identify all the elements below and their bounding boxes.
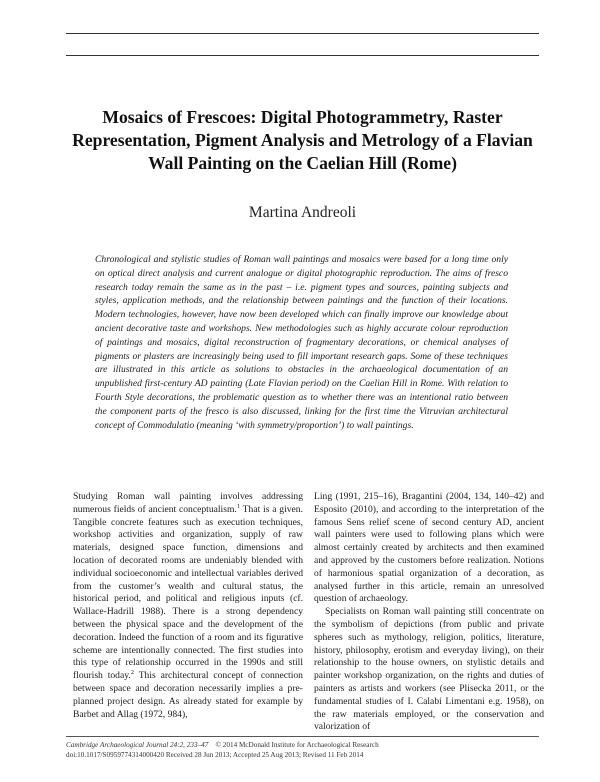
doi-line: doi:10.1017/S0959774314000420 Received 28 Jun 2013; Accepted 25 Aug 2013; Revised 11 Feb 2014 [66, 751, 364, 759]
footer [66, 740, 546, 760]
header-rule-bottom [66, 55, 539, 56]
article-title: Mosaics of Frescoes: Digital Photogrammetry, Raster Representation, Pigment Analysis and Metrology of a Flavian Wall Painting on the Caelian Hill (Rome) [72, 107, 533, 173]
copyright: © 2014 McDonald Institute for Archaeological Research [215, 741, 379, 749]
header-rule-top [66, 33, 539, 34]
body-paragraph: Ling (1991, 215–16), Bragantini (2004, 134, 140–42) and Esposito (2010), and according to the interpretation of the famous Sens relief scene of second century AD, ancient wall painters were used to following plans which were almost certainly created by architects and then examined and approved by the customers before realization. Notions of harmonious spatial organization of a decoration, as analysed further in this article, remain an unresolved question of archaeology. [314, 491, 544, 605]
text-run: This architectural concept of connection between space and decoration necessarily implies a pre-planned project design. As already stated for example by Barbet and Allag (1972, 984), [73, 670, 303, 720]
journal-citation: Cambridge Archaeological Journal 24:2, 233–47 [66, 741, 209, 749]
text-run: That is a given. Tangible concrete features such as execution techniques, workshop activities and organization, supply of raw materials, designed space function, dimensions and location of decorated rooms are undeniably blended with individual socioeconomic and intellectual variables derived from the customer’s wealth and cultural status, the historical period, and political and religious inputs (cf. Wallace-Hadrill 1988). There is a strong dependency between the physical space and the development of the decoration. Indeed the function of a room and its figurative scheme are intentionally connected. The first studies into this type of relationship occurred in the 1990s and still flourish today. [73, 503, 303, 682]
body-paragraph: Specialists on Roman wall painting still concentrate on the symbolism of depictions (from public and private spheres such as mythology, religion, politics, literature, history, philosophy, erotism and everyday living), on their relationship to the house owners, on stylistic details and painter workshop organization, on the rights and duties of painters as artists and workers (see Plisecka 2011, or the fundamental studies of I. Calabi Limentani e.g. 1958), on the raw materials employed, or the conservation and valorization of [314, 606, 544, 733]
author-name: Martina Andreoli [248, 204, 357, 221]
body-column-left [73, 491, 303, 721]
footnote-ref[interactable]: 1 [236, 502, 241, 510]
footer-rule [66, 736, 539, 737]
footnote-ref[interactable]: 2 [130, 668, 135, 676]
footer-line-1 [66, 740, 546, 750]
body-column-right [314, 491, 544, 734]
text-run: Studying Roman wall painting involves addressing numerous fields of ancient conceptualism. [73, 491, 303, 515]
body-paragraph [73, 491, 303, 721]
abstract: Chronological and stylistic studies of Roman wall paintings and mosaics were based for a long time only on optical direct analysis and current analogue or digital photographic reproduction. The aims of fresco research today remain the same as in the past – i.e. pigment types and sources, painting subjects and styles, application methods, and the relationship between paintings and the function of their locations. Modern technologies, however, have now been developed which can finally improve our knowledge about ancient decorative taste and workshops. New methodologies such as highly accurate colour reproduction of paintings and mosaics, digital reconstruction of fragmentary decorations, or chemical analyses of pigments or plasters are increasingly being used to fill important research gaps. Some of these techniques are illustrated in this article as solutions to obstacles in the archaeological documentation of an unpublished first-century AD painting (Late Flavian period) on the Caelian Hill in Rome. With relation to Fourth Style decorations, the problematic question as to whether there was an intentional ratio between the component parts of the fresco is also discussed, linking for the first time the Vitruvian architectural concept of Commodulatio (meaning ‘with symmetry/proportion’) to wall paintings. [95, 254, 508, 431]
